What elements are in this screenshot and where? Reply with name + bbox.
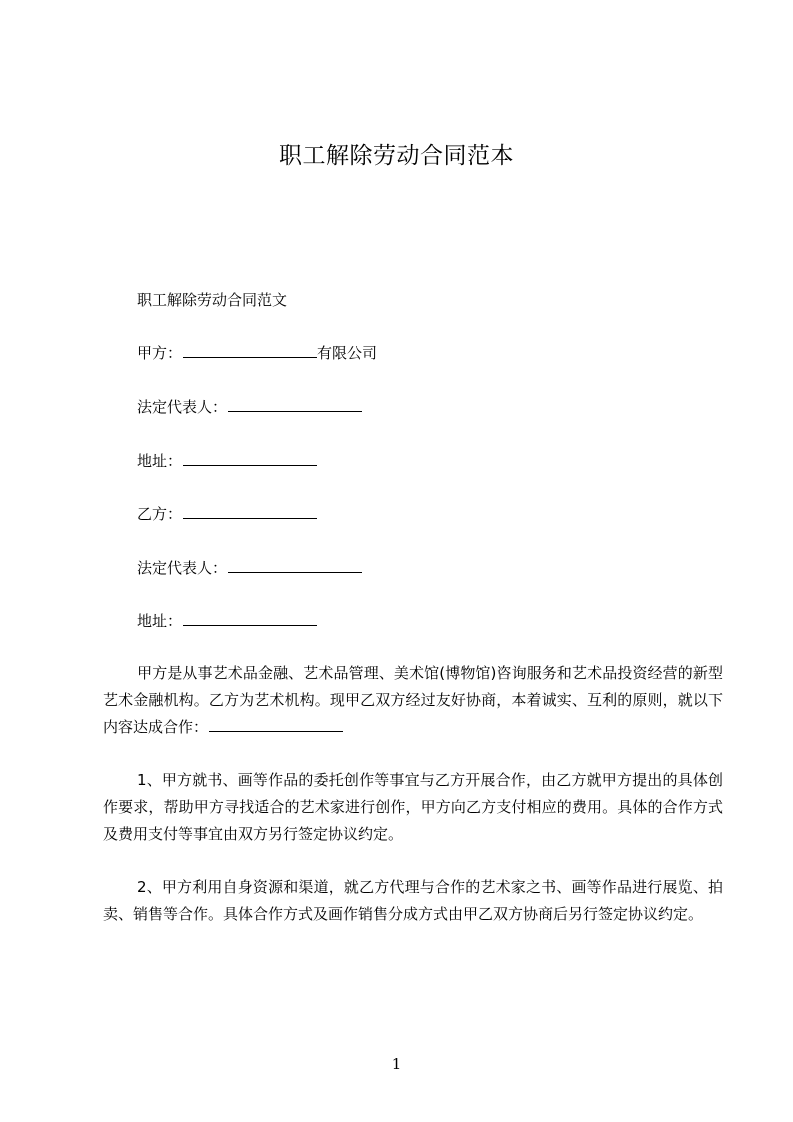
document-title: 职工解除劳动合同范本 (279, 143, 514, 169)
party-b-blank (183, 503, 317, 519)
party-a-suffix: 有限公司 (317, 344, 378, 362)
legal-rep-a-label: 法定代表人： (137, 398, 228, 416)
address-a-blank (183, 450, 317, 466)
party-a-blank (183, 342, 317, 358)
party-a-label: 甲方： (137, 344, 183, 362)
intro-paragraph (103, 660, 723, 741)
document-subtitle: 职工解除劳动合同范文 (137, 291, 288, 309)
legal-rep-b-field (137, 557, 362, 579)
clause-1-text: 1、甲方就书、画等作品的委托创作等事宜与乙方开展合作，由乙方就甲方提出的具体创作要求，帮助甲方寻找适合的艺术家进行创作，甲方向乙方支付相应的费用。具体的合作方式及费用支付等事宜由双方另行签定协议约定。 (103, 771, 723, 843)
address-b-label: 地址： (137, 612, 183, 630)
party-b-label: 乙方： (137, 505, 183, 523)
legal-rep-a-blank (228, 396, 362, 412)
legal-rep-a-field (137, 396, 362, 418)
legal-rep-b-blank (228, 557, 362, 573)
address-a-label: 地址： (137, 452, 183, 470)
clause-2-text: 2、甲方利用自身资源和渠道，就乙方代理与合作的艺术家之书、画等作品进行展览、拍卖、销售等合作。具体合作方式及画作销售分成方式由甲乙双方协商后另行签定协议约定。 (103, 878, 723, 923)
page-number: 1 (391, 1055, 402, 1073)
party-b-field (137, 503, 317, 525)
address-b-blank (183, 610, 317, 626)
clause-1-paragraph (103, 767, 723, 848)
intro-text: 甲方是从事艺术品金融、艺术品管理、美术馆(博物馆)咨询服务和艺术品投资经营的新型艺术金融机构。乙方为艺术机构。现甲乙双方经过友好协商，本着诚实、互利的原则，就以下内容达成合作： (103, 664, 723, 736)
legal-rep-b-label: 法定代表人： (137, 559, 228, 577)
clause-2-paragraph (103, 874, 723, 928)
party-a-field (137, 342, 377, 364)
address-b-field (137, 610, 317, 632)
address-a-field (137, 450, 317, 472)
intro-blank (209, 716, 343, 732)
